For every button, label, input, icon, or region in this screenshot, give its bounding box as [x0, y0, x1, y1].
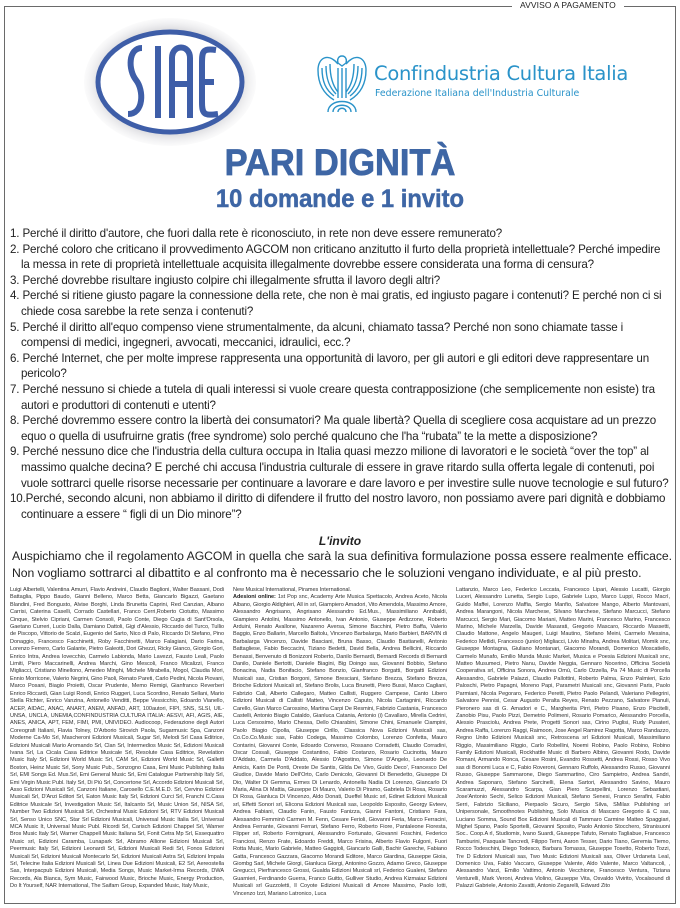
questions-list — [10, 226, 672, 522]
question-item: 9. Perché nessuno dice che l'industria della cultura occupa in Italia quasi mezzo milione di lavoratori e le società “over the top” al massimo qualche decina? E perché chi accusa l'industria culturale di essere in grave ritardo sulla offerta legale di contenuti, poi vuole sottrarci quelle risorse necessarie per continuare a lavorare e dare lavoro e per investire sulle nuove tecnologie e sul futuro? — [10, 445, 669, 490]
invite-text: Auspichiamo che il regolamento AGCOM in quella che sarà la sua definitiva formulazione possa essere realmente efficace. Non vogliamo sottrarci al dibattito e al confronto ma è necessario che le soluzioni vengano individuate, e al più presto. — [12, 549, 672, 580]
invite-heading: L'invito — [318, 534, 362, 548]
confindustria-subtitle: Federazione Italiana dell'Industria Culturale — [375, 88, 580, 99]
question-item: 5. Perché il diritto all'equo compenso viene strumentalmente, da alcuni, chiamato tassa? Perché non sono chiamate tasse i compensi di medici, ingegneri, avvocati, meccanici, idraulici, ecc.? — [10, 320, 624, 350]
question-item: 10.Perché, secondo alcuni, non abbiamo il diritto di difendere il frutto del nostro lavoro, non possiamo avere pari dignità e dobbiamo continuare a essere “ figli di un Dio minore”? — [10, 492, 666, 521]
online-adhesions-list: 1st Pop snc, Academy Arte Musica Spettacolo, Andrea Aceto, Nicola Albano, Giorgio Aldighieri, All in srl, Giampiero Amadori, Vito Amendola, Massimo Amore, Alessandro Angrisano, Angrisano Alessandro Ed.Mus., Massimiliano Annibaldi, Giampiero Antolini, Massimo Antonello, Ivan Antonio, Giuseppe Ardizzone, Roberto Arduini, Renato Avallone, Nazareno Aversa, Simone Bacchini, Pietro Baffa, Valerio Baggio, Enzo Ballarin, Marcello Baltolu, Vincenzo Barbalarga, Mario Barbieri, BARVIN di Barbalarga Vincenzo, Davide Basciani, Bruna Basso, Claudio Bastianelli, Antonio Battagliese, Fabio Beccacini, Tiziano Bedetti, David Bella, Andrea Bellicini, Riccardo Benassi, Benvenuto di Bonizzoni Roberto, Danilo Bernardi, Bernardi Records di Bernardi Danilo, Daniele Bertotti, Daniele Biagini, Big Doingo sas, Giovanni Bobbio, Stefano Bonacina, Nadia Bonifacio, Stefano Bonzio, Gianfranco Borgatti, Borgatti Edizioni Musicali sas, Cristian Borgoni, Simone Bresciani, Stefano Brezza, Stefano Brezza, Brioche Edizioni Musicali srl, Stefano Brolis, Luca Brunetti, Piero Bussi, Marco Cagliani, Fabrizio Cali, Alberto Callegaro, Matteo Callisti, Ruggero Campese, Canto Libero Edizioni Musicali di Callisti Matteo, Vincenzo Caputo, Nicola Cartagnini, Riccardo Carello, Gian Marco Carossino, Martina Carpi De Resmini, Fabrizio Castania, Francesco Castelli, Antonio Biagio Cataldo, Gianluca Catania, Antonio (i) Cavallaro, Mirella Cedrini, Luca Cersosimo, Mario Chessa, Dello Chiarabini, Simone Chini, Emanuele Ciampini, Paolo Biagio Cipolla, Giuseppe Cirillo, Classica Nova Edizioni Musicali sas, Co.Co.Co.Music sas, Fabio Codega, Massimo Colombo, Lorenzo Confetta, Mauro Contarini, Giovanni Conte, Edoardo Converso, Rossano Corradetti, Claudio Corradini, Oscar Cossali, Giuseppe Costantino, Fabio Costanzo, Rosario Cucinotta, Mauro D'Addato, Carmela D'Addato, Alessio D'Agostino, Simone D'Angelo, Leonardo De Amicis, Karin De Ponti, Oreste De Santis, Gilda De Vivo, Guido Deco', Francesco Del Giudice, Davide Mario Dell'Orto, Carlo Denicolo, Giovanni Di Benedetto, Giuseppe Di Dio, Walter Di Gemma, Ermes Di Lenardo, Antonella Nadia Di Lorenzo, Giancarlo Di Maria, Alina Di Mattia, Giuseppe Di Mauro, Valerio Di Piramo, Gabriela Di Rosa, Rosario Di Rosa, Gianluca Di Vincenzo, Aldo Donati, Dueffel Music srl, Edinet Edizioni Musicali srl, Effetti Sonori srl, Elicona Edizioni Musicali sas, Leopoldo Esposito, Georgy Evteev, Andrea Fabiani, Claudio Fanin, Fausto Fanizza, Gianni Fantoni, Cristiano Fara, Alessandro Femminò Carmen M. Fenn, Cesare Ferioli, Giovanni Feria, Marco Ferracini, Andrea Ferrante, Giovanni Ferrari, Stefano Ferro, Roberto Fiore, Pantaleone Fioresta, Flipper srl, Roberto Formignani, Alessandro Fortunato, Giovanni Foschini, Federico Franciosi, Renzo Frate, Edoardo Freddi, Marco Frisina, Alberto Flavio Fulgoni, Fuori Rotta Music, Mario Gabriele, Matteo Gaggioli, Giancarlo Galli, Bachir Gareche, Fabiano Gatta, Francesco Gazzara, Giacomo Morandi Editore, Marco Giardina, Giuseppe Gioia, Giombg Sarl, Michele Giorgi, Gianluca Giorgi, Antonino Gozzo, Adamo Greco, Giuseppe Gregucci, Pierfrancesco Grossi, Gualda Edizioni Musicali srl, Federico Gualeni, Stefano Guarnieri, Ferdinando Guerra, Franco Guitto, Gulliver Studio, Andrea Kizmaiaz Edizioni Musicali srl Guzzoletti, Il Coyote Edizioni Musicali di Amore Massimo, Paolo Iotti, Vincenzo Izzi, Mariano Latronico, Luca — [233, 594, 447, 897]
confindustria-name: Confindustria Cultura Italia — [374, 62, 628, 85]
question-item: 7. Perché nessuno si chiede a tutela di quali interessi si vuole creare questa contrapposizione (che semplicemente non esiste) tra autori e produttori di contenuti e utenti? — [10, 382, 655, 412]
signatories-column-1: Luigi Albertelli, Valentina Amurri, Flavio Andreini, Claudio Baglioni, Walter Bassani, Dodi Battaglia, Pippo Baudo, Gianni Belleno, Marco Betta, Giancarlo Bigazzi, Gaetano Blandini, Fred Bongusto, Alvise Borghi, Linda Brunetta Caprini, Red Canzian, Albano Carrisi, Caterina Caselli, Corrado Castellari, Franco Cerri,Roberto Ciotutto, Massimo Cinque, Stelvio Cipriani, Carmen Consoli, Paolo Conte, Diego Cugia di Sant'Orsola, Gaetano Curreri, Lucio Dalla, Damiano Dattoli, Gigi d'Alessio, Riccardo del Turco, Tullio de Piscopo, Vittorio de Scalzi, Eugenio del Sarto, Nico di Palo, Riccardo Di Stefano, Pino Donaggio, Francesco Facchinetti, Roby Facchinetti, Marco Falagiani, Dario Farina, Lorenzo Ferrero, Carlo Galante, Pietro Galeotti, Dori Ghezzi, Ricky Gianco, Giorgio Gori, Enrico Intra, Andrea Iovecchio, Carmelo Labionda, Mario Lavezzi, Fausto Leali, Paolo Limiti, Piero Maccarinelli, Andrea Marchi, Gino Mescoli, Franco Micalizzi, Franco Migliacci, Cristiano Minellono, Amedeo Minghi, Michele Mirabella, Mogol, Claudia Mori, Ennio Morricone, Valerio Negrini, Gino Paoli, Renato Pareti, Carlo Pedini, Nicola Piovani, Marco Posani, Biagio Proietti, Oscar Prudente, Memo Remigi, Gianfranco Reverberi Enrico Riccardi, Gian Luigi Rondi, Enrico Ruggeri, Luca Scordino, Renato Sellani, Mario Stella Richter, Enrico Vanzina, Antonello Venditti, Beppe Vessicchio, Edoardo Vianello, ACEP, AIDAC, ANAC, ANART, ANEM, ANFAD, ART, 100autori, FIPI, SNS, SLSI, UIL-UNSA, UNCLA, UNEMIA,CONFINDUSTRIA CULTURA ITALIA: AESVI, AFI, AGIS, AIE, ANES, ANICA, APT, FEM, FIMI, PMI, UNIVIDEO. Audiocoop, Federazione degli Autori Coreografi Italiani, Flavia Tolney, D'Arborio Sirovich Paola, Sugarmusic Spa, Canzoni Moderne Ca-Mo Srl, Mascheroni Edizioni Musicali, Sugar Srl, Melodi Srl Casa Editrice, Edizioni Musicali Mario Aromando Srl, Clan Srl, Intermedios Music Srl, Edizioni Musicali Ivana Srl, La Cicala Casa Editrice Musicale Srl, Resolute Casa Editrice, Revelation Music Italy Srl, Edizioni World Music Srl, CAM Srl, Edizioni World Music Srl, Galletti Boston, Heinz Music Srl, Sony Music Pub., Sonzogno Casa, Emi Music Publishing Italia Srl, EMI Songs Ed. Mus.Srl, Emi General Music Srl, Emi Catalogue Partnership Italy Srl, Emi Virgin Music Publ. Italy Srl, Di Più Srl, Concertone Srl, Accordo Edizioni Musicali Srl, Asso Edizioni Musicali Srl, Canzoni Italiane, Carosello C.E.M.E.D. Srl, Cervino Edizioni Musicali Srl, D'Anzi Editori Srl, Eaton Music Italy Srl, Edizioni Curci Srl, Franchi C.Casa Editrice Musicale Srl, Investigation Music Srl, Italcanto Srl, Music Union Srl, NISA Srl, Number Two Edizioni Musicali Srl, Orchestral Music Edizioni Srl, RTV Edizioni Musicali Srl, Senso Unico SNC, Star Srl Edizioni Musicali, Universal Music Italia Srl, Universal MCA Music It, Universal Music Publ. Ricordi Srl, Carisch Edizioni Chappel Srl, Warner Bros Music Italy Srl, Warner Chappell Music Italiana Srl, Fonit Cetra Mp Srl, Essequattro Music srl, Edizioni Caramba, Lunapark Srl, Abramo Allione Edizioni Musicali Srl, Peermusic Italy Srl, Edizioni Leonardi Srl, Edizioni Musicali Redi Srl, Fonos Edizioni Musicali Srl, Edizioni Musicali Montecarlo Srl, Edizioni Musicali Astra Srl, Edizioni Impala Srl, Telecine Italia Edizioni Musicali Srl, Linea Due Edizioni Musicali, E2 Srl, Aereostella Sas, Interpacpub Edizioni Musicali, Media Songs, Music Market-Irma Records, DWA Records, Ala Bianca, Sym Music, Fairwood Music, Brioche Music, Energy Production, Do It Yourself, NAR International, The Saifam Group, Expanded Music, Italy Music, — [10, 587, 224, 890]
online-adhesions-label: Adesioni online: — [233, 594, 276, 601]
page-title: PARI DIGNITÀ — [224, 142, 456, 183]
question-item: 8. Perché dovremmo essere contro la libertà dei consumatori? Ma quale libertà? Quella di scegliere cosa acquistare ad un prezzo equo o quella di usufruirne gratis (free syndrome) solo perché qualcuno che l'ha “rubata” te la mette a disposizione? — [10, 414, 657, 443]
signatories-column-2 — [233, 587, 447, 900]
confindustria-logo — [314, 50, 628, 120]
paid-notice-label: AVVISO A PAGAMENTO — [512, 0, 624, 11]
signatories-intro: New Musical International, Pirames International. — [233, 587, 352, 593]
signatories-column-3: Lattanzio, Marco Leo, Federico Leccata, Francesco Lipari, Alessio Lucatti, Giorgio Luceri, Alessandro Lunetta, Sergio Lupo, Gabriele Lupo, Marco Luppi, Rocco Macrì, Guido Maffei, Lorenzo Maffia, Sergio Manfio, Salvatore Mango, Alberto Mantovani, Andrea Marangoni, Nicola Marchese, Silvano Marchese, Stefano Marcucci, Stefano Marcucci, Sergio Mari, Giacomo Mariani, Matteo Marini, Francesco Marino, Francesco Marino, Michele Marzella, Davide Masarati, Gregorio Mascaro, Riccardo Massetti, Claudio Mattone, Angelo Maugeri, Luigi Mautino, Stefano Meini, Carmelo Messina, Federico Metlidi, Francesco (junior) Migliacci, Livio Minafra, Andrea Molitari, Momik snc, Giuseppe Montagna, Giuliano Montanari, Giacomo Morandi, Domenico Moscatiello, Carmelo Munafo, Emilio Munda Music Market, Musica e Poesia Edizioni Musicali snc, Matteo Musumeci, Pietro Nanu, Davide Neggia, Gennaro Nocerino, Officina Società Cooperativa srl, Officina Sonora, Andrea Omù, Carlo Ozzella, Pa 74 Music di Porcella Alessandro, Gabriele Palazzi, Claudio Pallottini, Roberto Palma, Enzo Palmieri, Ezio Paloschi, Pietro Papagni, Moreno Papi, Parametri Musicali snc, Giovanni Paris, Paolo Parmiani, Nicola Pegoraro, Federico Peretti, Pietro Paolo Pelandi, Valeriano Pellegrini, Salvatore Pennisi, Cesar Augusto Peralta Reyes, Renato Pezzano, Salvatore Pianuli, Pieronero sas di G. Amadori e C., Margherita Pirri, Pietro Pisano, Enzo Piscitelli, Zanobio Pisu, Paolo Pizzi, Demetrio Polimeni, Rosario Pomarico, Alessandro Porcella, Alessio Prasciolu, Andrea Prete, Progetti Sonori sas, Cirino Puglisi, Rudy Pusateri, Andrea Raffa, Lorenzo Raggi, Raimoon, Jose Angel Ramirez Ragotta, Marco Randazzo, Regno Unito Edizioni Musicali snc, Retroscena srl Edizioni Musicali, Massimiliano Riggio, Massimiliano Riggio, Carlo Robellini, Noemi Robino, Paolo Robino, Robino Family Edizioni Musicali, Rockhattle Music di Barbero Albino, Giovanni Rodo, Davide Romani, Armando Ronca, Cesare Rosini, Evandro Rossetti, Andrea Rossi, Rosso Vivo sas di Bonomi Luca e C, Fabio Roveroni, Gennaro Ruffolo, Alessandro Russo, Giovanni Russo, Giuseppe Sammarone, Diego Sammartino, Ciro Sampietro, Andrea Sandri, Andrea Saponaro, Stefano Sarcinelli, Elena Sartori, Alessandro Savino, Mauro Scaramuzzi, Alessandro Scarpa, Gian Piero Scarpellini, Lorenzo Sebastiani, Jose'Antonio Sechi, Selico Edizioni Musicali, Stefano Senesi, Franco Serafini, Fabio Serri, Fabrizio Siciliano, Pierpaolo Sicuro, Sergio Silva, SMilax Publishing srl Unipersonale, Smoothnotes Publishing, Solo Musica di Mascaro Gregorio & C sas, Luciano Somma, Sound Box Edizioni Musicali di Tammaro Carmine Matteo Spaggiari, Mighel Spano, Paolo Sportelli, Giovanni Sposito, Paolo Antonio Stocchero, Stranisuoni Soc.. Coop.A rl, Studiomix, Ivano Suardi, Giuseppe Tafuto, Renato Tagliabue, Francesco Tamburini, Pasquale Tancredi, Filippo Terni, Aaron Tesser, Dario Tiano, Geremia Tiemo, Rocco Todeschini, Diego Todesco, Barbara Tomasss, Giuseppe Tosetto, Roberto Tozzi, Tre D Edizioni Musicali sas, Two Music Edizioni Musicali sas, Oliver Urdaneta Leal, Domenico Uva, Fabio Vaccaro, Giuseppe Valente, Aldo Valente, Marco Valtancoli, , Alessandro Varzi, Emilio Vattimo, Antonio Vecchione, Francesco Ventura, Tiziana Venturelli, Mark Veroni, Andrea Violino, Giuseppe Vita, Osvaldo Vivirito, Vocalsound di Palazzi Gabriele, Antonio Zavatti, Antonio Zegarelli, Edward Zito — [456, 587, 670, 890]
question-item: 4. Perché si ritiene giusto pagare la connessione della rete, che non è mai gratis, ed ingiusto pagare i contenuti? E perché non ci si chiede cosa sarebbe la rete senza i contenuti? — [10, 289, 662, 318]
question-item: 3. Perché dovrebbe risultare ingiusto colpire chi illegalmente sfrutta il lavoro degli altri? — [10, 273, 441, 287]
siae-logo — [84, 18, 256, 146]
eagle-icon — [314, 50, 370, 116]
question-item: 6. Perché Internet, che per molte imprese rappresenta una opportunità di lavoro, per gli autori e gli editori deve rappresentare un pericolo? — [10, 351, 650, 381]
siae-logo-icon — [84, 18, 256, 146]
signatories — [10, 587, 670, 900]
question-item: 1. Perché il diritto d'autore, che fuori dalla rete è riconosciuto, in rete non deve essere remunerato? — [10, 227, 503, 240]
page-subtitle: 10 domande e 1 invito — [215, 185, 465, 213]
question-item: 2. Perché coloro che criticano il provvedimento AGCOM non criticano anzitutto il furto della proprietà intellettuale? Perché impedire la messa in rete di proprietà intellettuale acquisita illegalmente dovrebbe essere considerata una forma di censura? — [10, 242, 661, 272]
